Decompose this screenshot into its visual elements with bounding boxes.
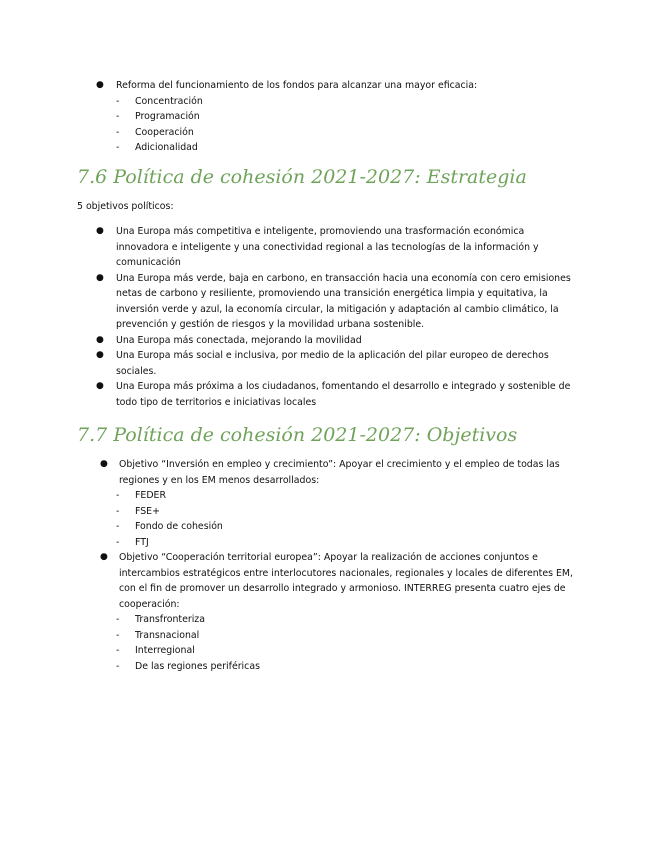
sub-list-item (116, 504, 655, 520)
bullet-icon: ● (96, 272, 104, 283)
dash-icon: - (116, 614, 120, 625)
section-heading-7-6: 7.6 Política de cohesión 2021-2027: Estrategia (77, 166, 527, 188)
dash-icon: - (116, 490, 120, 501)
list-item (0, 348, 655, 379)
sub-list-item (116, 659, 655, 675)
list-item (0, 78, 655, 94)
sub-list-item (116, 94, 655, 110)
section-heading-7-7: 7.7 Política de cohesión 2021-2027: Objetivos (77, 424, 518, 446)
sub-list-item (116, 535, 655, 551)
sub-list-item-text: Programación (135, 111, 200, 122)
list-item-text: Objetivo “Cooperación territorial europea”: Apoyar la realización de acciones conjuntos e intercambios estratégicos entre interlocutores nacionales, regionales y locales de diferentes EM, con el fin de promover un desarrollo integrado y armonioso. INTERREG presenta cuatro ejes de cooperación: (119, 552, 573, 610)
sub-list-item-text: Interregional (135, 645, 195, 656)
sub-list-item (116, 612, 655, 628)
list-item-text: Una Europa más competitiva e inteligente, promoviendo una trasformación económica innovadora e inteligente y una conectividad regional a las tecnologías de la información y comunicación (116, 226, 539, 268)
bullet-icon: ● (96, 334, 104, 345)
sub-list-item-text: De las regiones periféricas (135, 660, 260, 672)
sub-list-item-text: FTJ (135, 536, 149, 548)
sub-list-item (116, 628, 655, 644)
dash-icon: - (116, 645, 120, 656)
dash-icon: - (116, 142, 120, 153)
sub-list-item-text: Concentración (135, 95, 203, 107)
list-item (0, 550, 655, 612)
sub-list-item-text: FEDER (135, 490, 166, 501)
bullet-icon: ● (100, 552, 108, 562)
dash-icon: - (116, 629, 120, 641)
sub-list-item (116, 125, 655, 141)
dash-icon: - (116, 660, 120, 672)
list-item-text: Una Europa más social e inclusiva, por medio de la aplicación del pilar europeo de derechos sociales. (116, 350, 549, 377)
sub-list-item-text: Transnacional (135, 629, 200, 641)
bullet-icon: ● (100, 459, 108, 469)
sub-list-item-text: Transfronteriza (135, 614, 205, 625)
bullet-icon: ● (96, 381, 104, 391)
dash-icon: - (116, 126, 120, 138)
list-item (0, 333, 655, 349)
list-item (0, 271, 655, 333)
sub-list-item (116, 109, 655, 125)
sub-list-item (116, 519, 655, 535)
objectives-list (0, 224, 655, 410)
sub-list-item (116, 643, 655, 659)
sub-list-item (116, 488, 655, 504)
list-item (0, 224, 655, 271)
list-item-text: Objetivo “Inversión en empleo y crecimiento”: Apoyar el crecimiento y el empleo de todas las regiones y en los EM menos desarrollados: (119, 459, 560, 486)
dash-icon: - (116, 505, 120, 517)
sub-list-item-text: Cooperación (135, 126, 194, 138)
section-lead-text: 5 objetivos políticos: (77, 201, 174, 212)
list-item-text: Una Europa más verde, baja en carbono, en transacción hacia una economía con cero emisiones netas de carbono y resiliente, promoviendo una transición energética limpia y equitativa, la inversión verde y azul, la economía circular, la mitigación y adaptación al cambio climático, la prevención y gestión de riesgos y la movilidad urbana sostenible. (116, 272, 571, 330)
list-item (0, 379, 655, 410)
bullet-icon: ● (96, 80, 104, 90)
list-item (0, 457, 655, 488)
list-item-text: Una Europa más próxima a los ciudadanos, fomentando el desarrollo e integrado y sostenible de todo tipo de territorios e iniciativas locales (116, 381, 571, 408)
sub-list-item-text: FSE+ (135, 505, 160, 517)
dash-icon: - (116, 521, 120, 532)
bullet-icon: ● (96, 226, 104, 236)
dash-icon: - (116, 95, 120, 107)
intro-list (0, 78, 655, 156)
goals-list (0, 457, 655, 674)
bullet-icon: ● (96, 350, 104, 360)
dash-icon: - (116, 111, 120, 122)
list-item-text: Reforma del funcionamiento de los fondos para alcanzar una mayor eficacia: (116, 80, 478, 91)
list-item-text: Una Europa más conectada, mejorando la movilidad (116, 334, 362, 346)
dash-icon: - (116, 536, 120, 548)
sub-list-item (116, 140, 655, 156)
sub-list-item-text: Adicionalidad (135, 142, 198, 153)
sub-list-item-text: Fondo de cohesión (135, 521, 223, 532)
